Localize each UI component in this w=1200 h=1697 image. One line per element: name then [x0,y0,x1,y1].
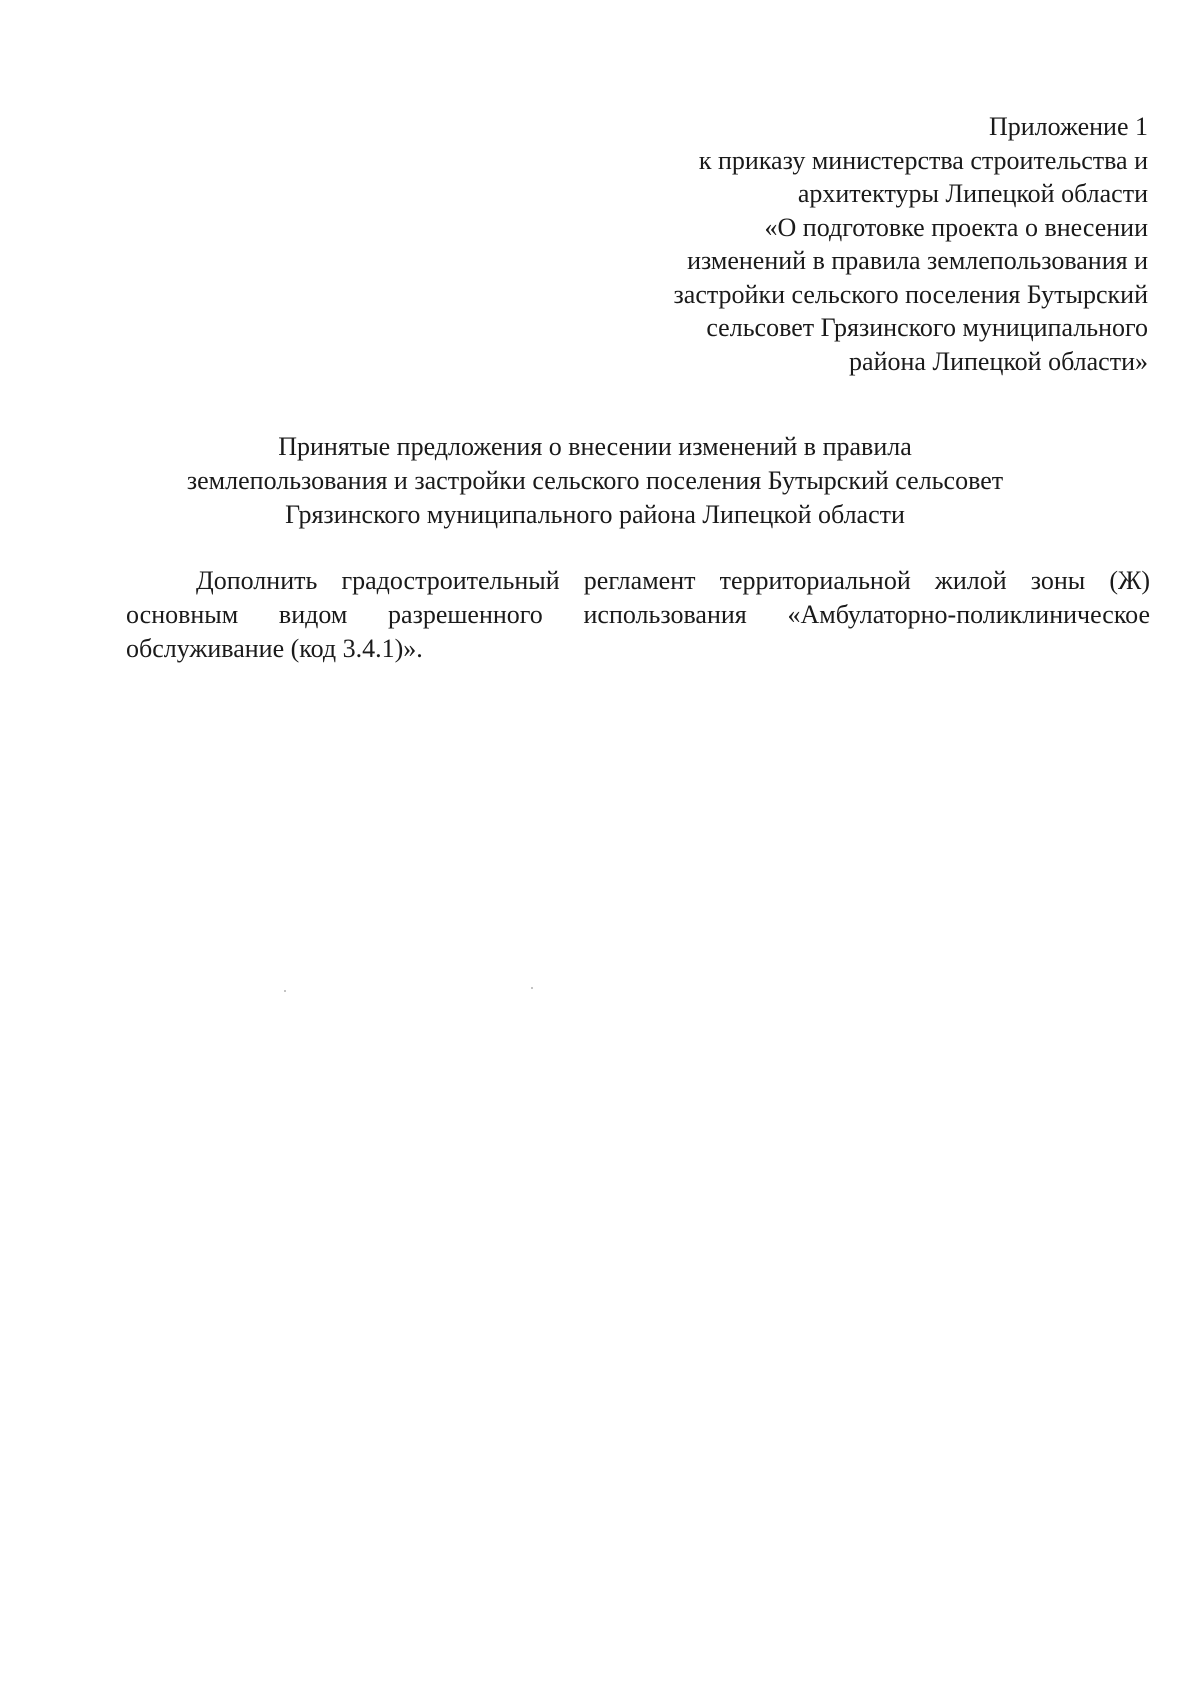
title-line: Грязинского муниципального района Липецкой области [285,500,905,529]
document-title [140,430,1050,532]
scan-speck [531,987,533,989]
appendix-line: сельсовет Грязинского муниципального [706,313,1148,342]
scan-speck [284,990,286,992]
appendix-line: Приложение 1 [988,112,1148,141]
body-paragraph: Дополнить градостроительный регламент территориальной жилой зоны (Ж) основным видом разрешенного использования «Амбулаторно-поликлиническое обслуживание (код 3.4.1)». [126,566,1150,663]
appendix-line: архитектуры Липецкой области [797,179,1148,208]
title-line: землепользования и застройки сельского поселения Бутырский сельсовет [186,466,1004,495]
appendix-header [588,110,1148,378]
appendix-line: к приказу министерства строительства и [698,145,1148,175]
appendix-line: изменений в правила землепользования и [687,246,1148,275]
appendix-line: застройки сельского поселения Бутырский [673,279,1148,309]
appendix-line: «О подготовке проекта о внесении [764,212,1148,242]
appendix-line: района Липецкой области» [849,346,1148,376]
title-line: Принятые предложения о внесении изменений в правила [278,432,912,461]
